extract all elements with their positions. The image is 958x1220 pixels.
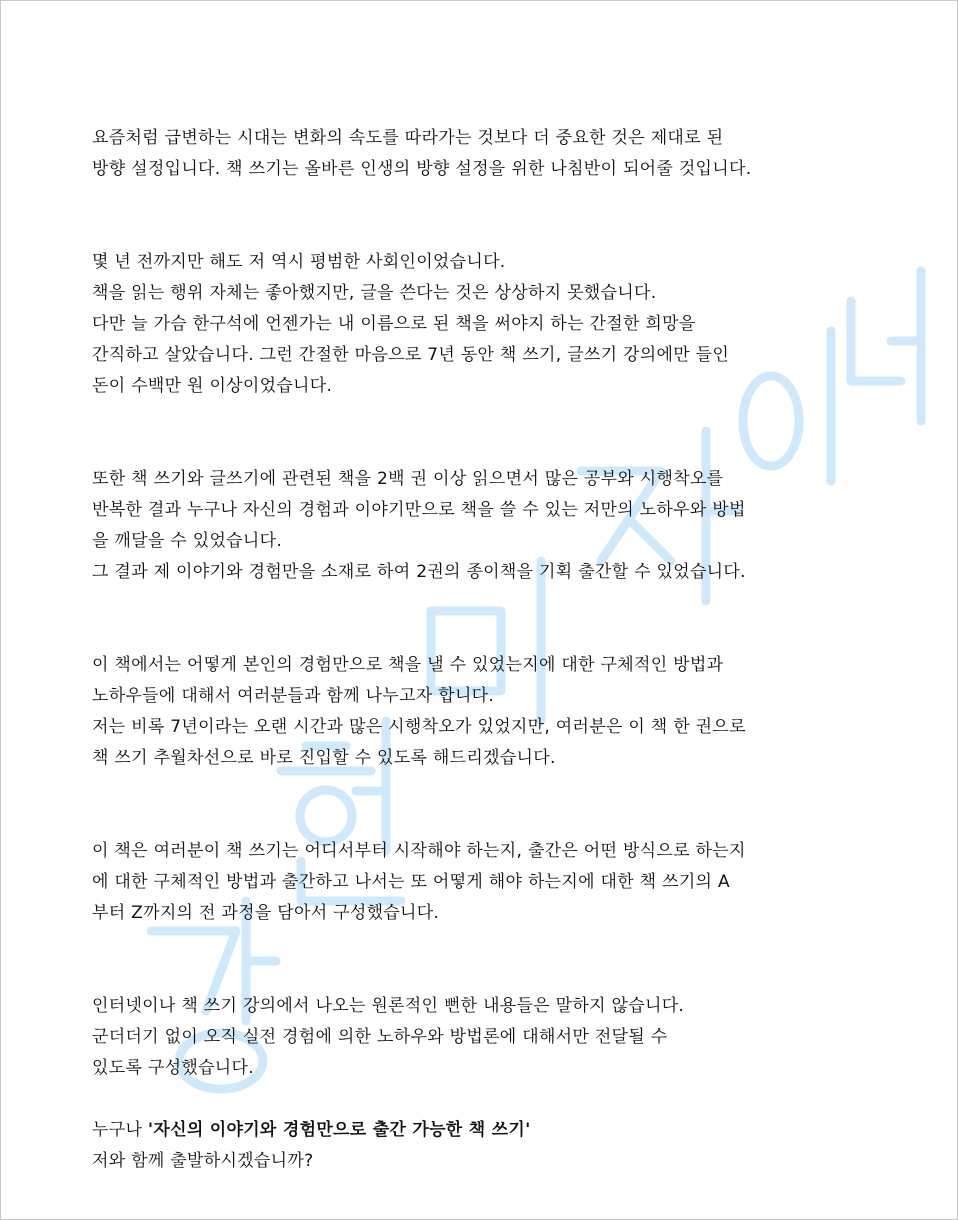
closing-highlight: '자신의 이야기와 경험만으로 출간 가능한 책 쓰기' [147,1120,531,1140]
text-line: 이 책에서는 어떻게 본인의 경험만으로 책을 낼 수 있었는지에 대한 구체적인 방법과 [92,655,724,675]
document-body [92,123,870,1177]
text-line: 있도록 구성했습니다. [92,1058,254,1078]
text-line: 에 대한 구체적인 방법과 출간하고 나서는 또 어떻게 해야 하는지에 대한 책 쓰기의 A [92,872,730,892]
text-line: 반복한 결과 누구나 자신의 경험과 이야기만으로 책을 쓸 수 있는 저만의 노하우와 방법 [92,500,746,520]
text-line: 그 결과 제 이야기와 경험만을 소재로 하여 2권의 종이책을 기획 출간할 수 있었습니다. [92,562,746,582]
text-line: 부터 Z까지의 전 과정을 담아서 구성했습니다. [92,903,440,923]
paragraph-experience [92,464,870,588]
text-line: 군더더기 없이 오직 실전 경험에 의한 노하우와 방법론에 대해서만 전달될 수 [92,1027,668,1047]
closing-line [92,1115,870,1146]
paragraph-structure [92,836,870,929]
text-line: 방향 설정입니다. 책 쓰기는 올바른 인생의 방향 설정을 위한 나침반이 되어줄 것입니다. [92,159,752,179]
text-line: 몇 년 전까지만 해도 저 역시 평범한 사회인이었습니다. [92,252,506,272]
closing-question: 저와 함께 출발하시겠습니까? [92,1151,314,1171]
text-line: 또한 책 쓰기와 글쓰기에 관련된 책을 2백 권 이상 읽으면서 많은 공부와 시행착오를 [92,469,724,489]
paragraph-practical [92,991,870,1084]
text-line: 다만 늘 가슴 한구석에 언젠가는 내 이름으로 된 책을 써야지 하는 간절한 희망을 [92,314,696,334]
text-line: 책을 읽는 행위 자체는 좋아했지만, 글을 쓴다는 것은 상상하지 못했습니다. [92,283,657,303]
text-line: 이 책은 여러분이 책 쓰기는 어디서부터 시작해야 하는지, 출간은 어떤 방식으로 하는지 [92,841,746,861]
text-line: 인터넷이나 책 쓰기 강의에서 나오는 원론적인 뻔한 내용들은 말하지 않습니다. [92,996,685,1016]
closing-prefix: 누구나 [92,1120,148,1140]
text-line: 간직하고 살았습니다. 그런 간절한 마음으로 7년 동안 책 쓰기, 글쓰기 강의에만 들인 [92,345,730,365]
text-line: 책 쓰기 추월차선으로 바로 진입할 수 있도록 해드리겠습니다. [92,748,556,768]
paragraph-intro [92,123,870,185]
text-line: 요즘처럼 급변하는 시대는 변화의 속도를 따라가는 것보다 더 중요한 것은 제대로 된 [92,128,724,148]
paragraph-background [92,247,870,402]
text-line: 노하우들에 대해서 여러분들과 함께 나누고자 합니다. [92,686,495,706]
text-line: 을 깨달을 수 있었습니다. [92,531,283,551]
text-line: 저는 비록 7년이라는 오랜 시간과 많은 시행착오가 있었지만, 여러분은 이 책 한 권으로 [92,717,746,737]
paragraph-purpose [92,650,870,774]
paragraph-closing [92,1115,870,1177]
text-line: 돈이 수백만 원 이상이었습니다. [92,376,333,396]
